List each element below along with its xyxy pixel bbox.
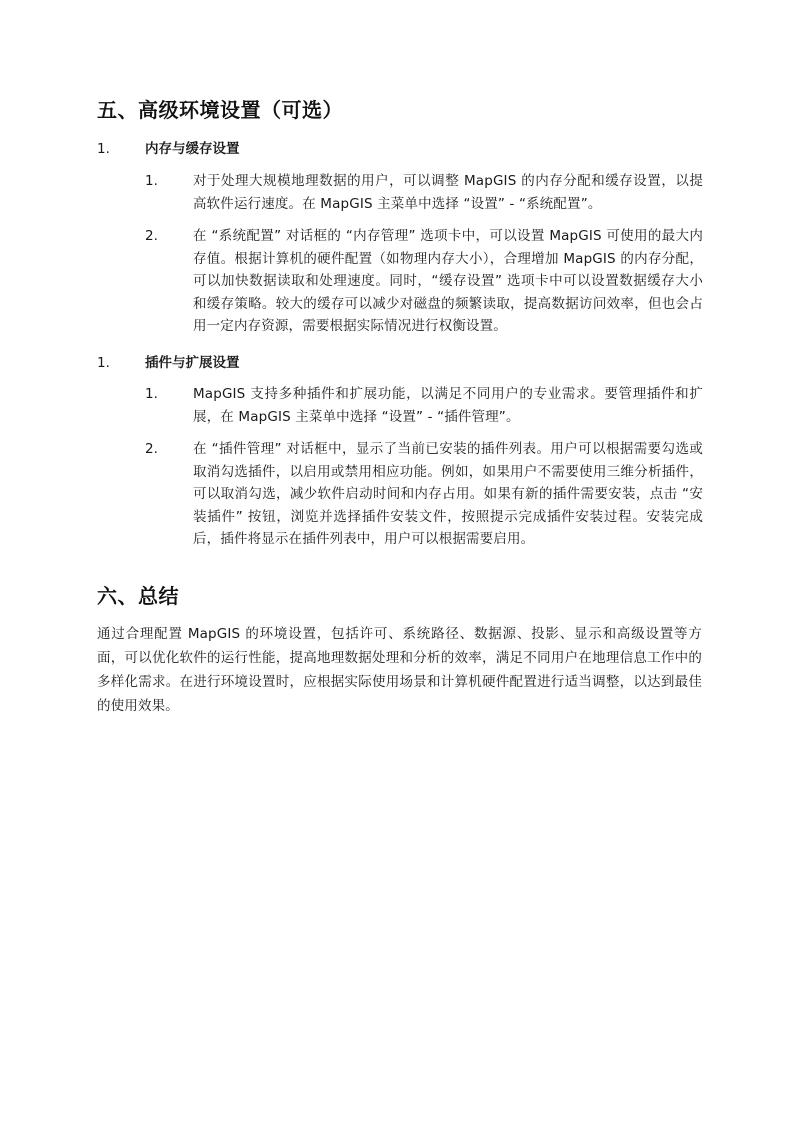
subsection-title-memory-cache: 内存与缓存设置	[145, 141, 240, 157]
subsection-number: 1.	[97, 141, 110, 157]
list-item-number: 2.	[145, 228, 158, 244]
list-item-text: 在 “插件管理” 对话框中，显示了当前已安装的插件列表。用户可以根据需要勾选或取消勾选插件，以启用或禁用相应功能。例如，如果用户不需要使用三维分析插件，可以取消勾选，减少软件启动时间和内存占用。如果有新的插件需要安装，点击 “安装插件” 按钮，浏览并选择插件安装文件，按照提示完成插件安装过程。安装完成后，插件将显示在插件列表中，用户可以根据需要启用。	[193, 441, 703, 547]
list-item-number: 2.	[145, 441, 158, 457]
section-heading-summary: 六、总结	[97, 584, 179, 608]
list-item-text: MapGIS 支持多种插件和扩展功能，以满足不同用户的专业需求。要管理插件和扩展，在 MapGIS 主菜单中选择 “设置” - “插件管理”。	[193, 386, 703, 425]
subsection-title-plugins-extensions: 插件与扩展设置	[145, 355, 240, 371]
subsection-number: 1.	[97, 355, 110, 371]
summary-paragraph: 通过合理配置 MapGIS 的环境设置，包括许可、系统路径、数据源、投影、显示和高级设置等方面，可以优化软件的运行性能，提高地理数据处理和分析的效率，满足不同用户在地理信息工作中的多样化需求。在进行环境设置时，应根据实际使用场景和计算机硬件配置进行适当调整，以达到最佳的使用效果。	[97, 626, 702, 714]
list-item-number: 1.	[145, 386, 158, 402]
section-heading-advanced-settings: 五、高级环境设置（可选）	[97, 98, 343, 122]
list-item-text: 在 “系统配置” 对话框的 “内存管理” 选项卡中，可以设置 MapGIS 可使用的最大内存值。根据计算机的硬件配置（如物理内存大小），合理增加 MapGIS 的内存分配，可以加快数据读取和处理速度。同时，“缓存设置” 选项卡中可以设置数据缓存大小和缓存策略。较大的缓存可以减少对磁盘的频繁读取，提高数据访问效率，但也会占用一定内存资源，需要根据实际情况进行权衡设置。	[193, 228, 703, 334]
list-item-text: 对于处理大规模地理数据的用户，可以调整 MapGIS 的内存分配和缓存设置，以提高软件运行速度。在 MapGIS 主菜单中选择 “设置” - “系统配置”。	[193, 173, 703, 212]
list-item-number: 1.	[145, 173, 158, 189]
